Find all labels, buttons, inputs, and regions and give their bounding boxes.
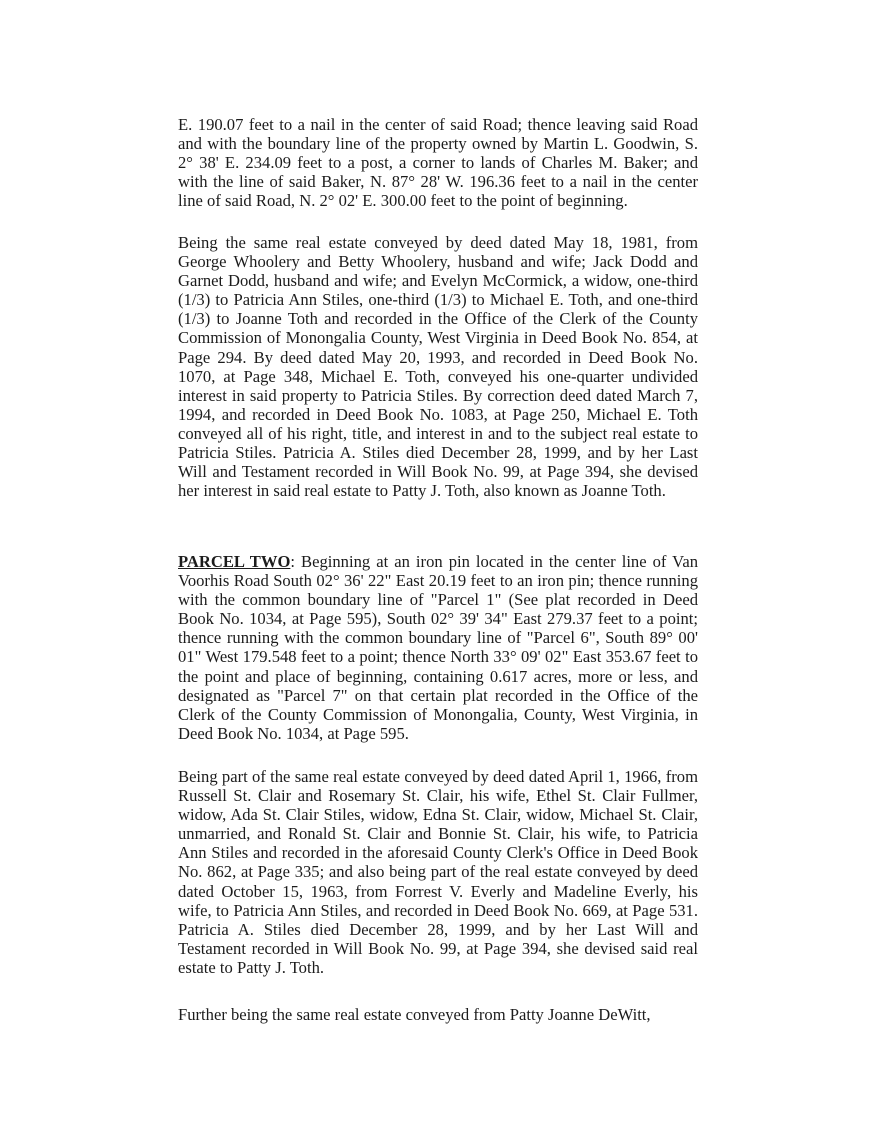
paragraph-text: Being the same real estate conveyed by deed dated May 18, 1981, from George Whoolery and Betty Whoolery, husband and wife; Jack Dodd and Garnet Dodd, husband and wife; and Evelyn McCormick, a widow, one-third (1/3) to Patricia Ann Stiles, one-third (1/3) to Michael E. Toth, and one-third (1/3) to Joanne Toth and recorded in the Office of the Clerk of the County Commission of Monongalia County, West Virginia in Deed Book No. 854, at Page 294. By deed dated May 20, 1993, and recorded in Deed Book No. 1070, at Page 348, Michael E. Toth, conveyed his one-quarter undivided interest in said property to Patricia Stiles. By correction deed dated March 7, 1994, and recorded in Deed Book No. 1083, at Page 250, Michael E. Toth conveyed all of his right, title, and interest in and to the subject real estate to Patricia Stiles. Patricia A. Stiles died December 28, 1999, and by her Last Will and Testament recorded in Will Book No. 99, at Page 394, she devised her interest in said real estate to Patty J. Toth, also known as Joanne Toth. — [178, 233, 698, 501]
paragraph-parcel-two-chain-of-title — [178, 767, 698, 977]
paragraph-further-conveyance — [178, 1005, 698, 1024]
paragraph-text: Being part of the same real estate conveyed by deed dated April 1, 1966, from Russell St. Clair and Rosemary St. Clair, his wife, Ethel St. Clair Fullmer, widow, Ada St. Clair Stiles, widow, Edna St. Clair, widow, Michael St. Clair, unmarried, and Ronald St. Clair and Bonnie St. Clair, his wife, to Patricia Ann Stiles and recorded in the aforesaid County Clerk's Office in Deed Book No. 862, at Page 335; and also being part of the real estate conveyed by deed dated October 15, 1963, from Forrest V. Everly and Madeline Everly, his wife, to Patricia Ann Stiles, and recorded in Deed Book No. 669, at Page 531. Patricia A. Stiles died December 28, 1999, and by her Last Will and Testament recorded in Will Book No. 99, at Page 394, she devised said real estate to Patty J. Toth. — [178, 767, 698, 977]
parcel-two-heading: PARCEL TWO — [178, 552, 291, 571]
paragraph-parcel-two-description — [178, 552, 698, 743]
paragraph-parcel-one-description-end — [178, 115, 698, 210]
paragraph-parcel-one-chain-of-title — [178, 233, 698, 500]
paragraph-text: : Beginning at an iron pin located in the center line of Van Voorhis Road South 02° 36' 22" East 20.19 feet to an iron pin; thence running with the common boundary line of "Parcel 1" (See plat recorded in Deed Book No. 1034, at Page 595), South 02° 39' 34" East 279.37 feet to a point; thence running with the common boundary line of "Parcel 6", South 89° 00' 01" West 179.548 feet to a point; thence North 33° 09' 02" East 353.67 feet to the point and place of beginning, containing 0.617 acres, more or less, and designated as "Parcel 7" on that certain plat recorded in the Office of the Clerk of the County Commission of Monongalia, County, West Virginia, in Deed Book No. 1034, at Page 595. — [178, 552, 698, 743]
paragraph-text: E. 190.07 feet to a nail in the center of said Road; thence leaving said Road and with the boundary line of the property owned by Martin L. Goodwin, S. 2° 38' E. 234.09 feet to a post, a corner to lands of Charles M. Baker; and with the line of said Baker, N. 87° 28' W. 196.36 feet to a nail in the center line of said Road, N. 2° 02' E. 300.00 feet to the point of beginning. — [178, 115, 698, 211]
paragraph-text: Further being the same real estate conveyed from Patty Joanne DeWitt, — [178, 1005, 651, 1024]
